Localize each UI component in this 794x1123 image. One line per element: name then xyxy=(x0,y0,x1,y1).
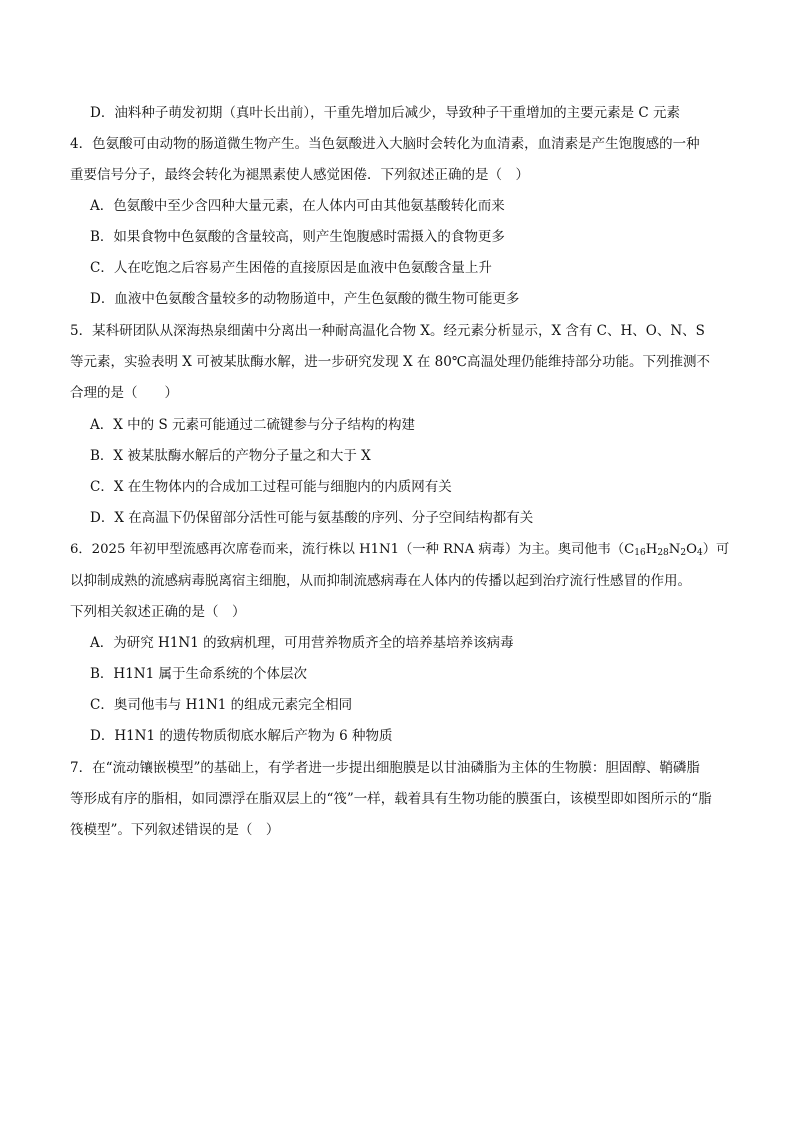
q6-stem-line-3: 下列相关叙述正确的是（ ） xyxy=(70,604,246,620)
q4-stem-line-2: 重要信号分子，最终会转化为褪黑素使人感觉困倦．下列叙述正确的是（ ） xyxy=(70,167,529,183)
q5-stem-line-3: 合理的是（ ） xyxy=(70,385,178,401)
q6-option-a: A．为研究 H1N1 的致病机理，可用营养物质齐全的培养基培养该病毒 xyxy=(90,635,514,651)
q4-option-c: C．人在吃饱之后容易产生困倦的直接原因是血液中色氨酸含量上升 xyxy=(90,260,492,276)
q5-option-b: B．X 被某肽酶水解后的产物分子量之和大于 X xyxy=(90,448,371,464)
q6-option-d: D．H1N1 的遗传物质彻底水解后产物为 6 种物质 xyxy=(90,728,393,744)
q6-formula-h: H xyxy=(645,542,658,557)
q7-stem-line-2: 等形成有序的脂相，如同漂浮在脂双层上的“筏”一样，载着具有生物功能的膜蛋白，该模型即如图所示的“脂 xyxy=(70,791,712,807)
q5-option-c: C．X 在生物体内的合成加工过程可能与细胞内的内质网有关 xyxy=(90,479,452,495)
q6-stem-text-a: 6．2025 年初甲型流感再次席卷而来，流行株以 H1N1（一种 RNA 病毒）为主。奥司他韦（C xyxy=(70,542,635,557)
q4-option-b: B．如果食物中色氨酸的含量较高，则产生饱腹感时需摄入的食物更多 xyxy=(90,229,505,245)
q6-formula-o: O xyxy=(686,542,697,557)
q5-option-d: D．X 在高温下仍保留部分活性可能与氨基酸的序列、分子空间结构都有关 xyxy=(90,510,534,526)
q6-stem-line-1 xyxy=(70,541,729,559)
q4-option-a: A．色氨酸中至少含四种大量元素，在人体内可由其他氨基酸转化而来 xyxy=(90,198,505,214)
q6-formula-sub-c: 16 xyxy=(634,548,646,558)
q4-stem-line-1: 4．色氨酸可由动物的肠道微生物产生。当色氨酸进入大脑时会转化为血清素，血清素是产生饱腹感的一种 xyxy=(70,136,700,152)
q6-stem-line-2: 以抑制成熟的流感病毒脱离宿主细胞，从而抑制流感病毒在人体内的传播以起到治疗流行性感冒的作用。 xyxy=(70,573,691,589)
q7-stem-line-1: 7．在“流动镶嵌模型”的基础上，有学者进一步提出细胞膜是以甘油磷脂为主体的生物膜：胆固醇、鞘磷脂 xyxy=(70,760,700,776)
q6-stem-text-b: ）可 xyxy=(702,542,730,557)
q4-option-d: D．血液中色氨酸含量较多的动物肠道中，产生色氨酸的微生物可能更多 xyxy=(90,291,520,307)
q7-stem-line-3: 筏模型”。下列叙述错误的是（ ） xyxy=(70,822,280,838)
q5-stem-line-1: 5．某科研团队从深海热泉细菌中分离出一种耐高温化合物 X。经元素分析显示，X 含有 C、H、O、N、S xyxy=(70,323,705,339)
q6-formula-n: N xyxy=(668,542,681,557)
q6-option-c: C．奥司他韦与 H1N1 的组成元素完全相同 xyxy=(90,697,353,713)
q3-option-d: D．油料种子萌发初期（真叶长出前），干重先增加后减少，导致种子干重增加的主要元素是 C 元素 xyxy=(90,105,680,121)
q6-formula-sub-o: 4 xyxy=(696,548,703,558)
q6-option-b: B．H1N1 属于生命系统的个体层次 xyxy=(90,666,307,682)
q5-stem-line-2: 等元素，实验表明 X 可被某肽酶水解，进一步研究发现 X 在 80℃高温处理仍能维持部分功能。下列推测不 xyxy=(70,354,710,370)
q6-formula-sub-n: 2 xyxy=(680,548,687,558)
q5-option-a: A．X 中的 S 元素可能通过二硫键参与分子结构的构建 xyxy=(90,417,415,433)
q6-formula-sub-h: 28 xyxy=(657,548,669,558)
